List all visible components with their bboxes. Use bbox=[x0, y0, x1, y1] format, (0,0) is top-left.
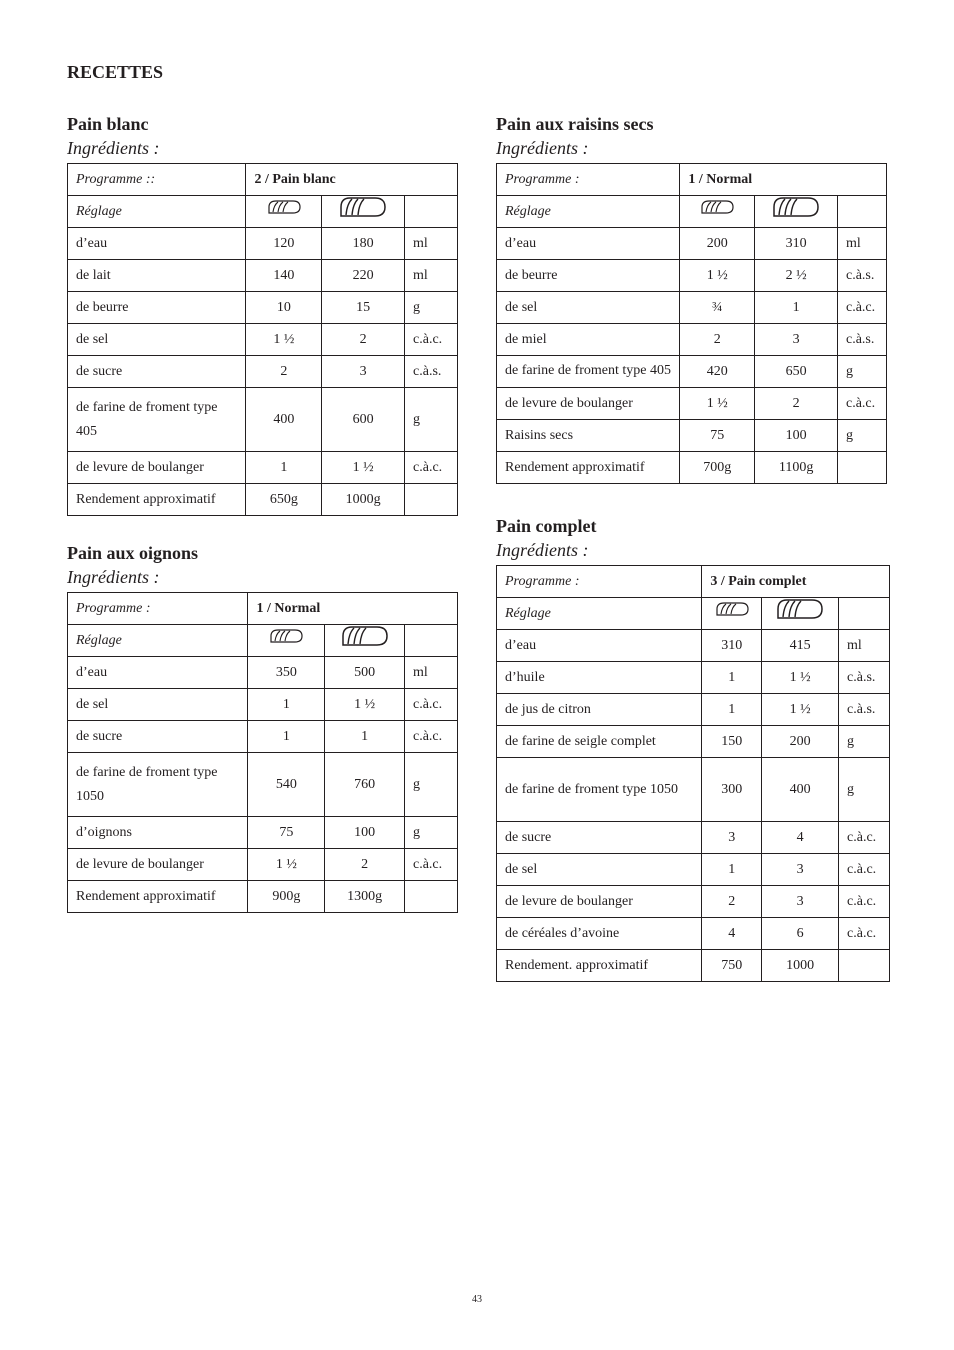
small-quantity: 400 bbox=[246, 388, 322, 452]
yield-row bbox=[68, 484, 458, 516]
large-quantity: 600 bbox=[322, 388, 405, 452]
ingredient-name: de lait bbox=[68, 260, 246, 292]
programme-value: 3 / Pain complet bbox=[702, 566, 890, 598]
small-quantity: 1 bbox=[702, 662, 762, 694]
unit: g bbox=[405, 292, 458, 324]
small-quantity: 200 bbox=[680, 228, 755, 260]
large-quantity: 15 bbox=[322, 292, 405, 324]
large-quantity: 415 bbox=[762, 630, 839, 662]
recipe-pain-blanc bbox=[67, 112, 458, 516]
yield-row bbox=[68, 881, 458, 913]
programme-row bbox=[68, 593, 458, 625]
unit: c.à.c. bbox=[839, 918, 890, 950]
unit: g bbox=[837, 420, 886, 452]
ingredient-name: de farine de seigle complet bbox=[497, 726, 702, 758]
small-quantity: 350 bbox=[248, 657, 325, 689]
unit: c.à.c. bbox=[839, 886, 890, 918]
unit: g bbox=[405, 817, 458, 849]
recipe-table bbox=[496, 565, 890, 982]
reglage-row bbox=[68, 196, 458, 228]
unit: g bbox=[405, 753, 458, 817]
ingredient-row bbox=[497, 388, 887, 420]
ingredient-name: de levure de boulanger bbox=[497, 886, 702, 918]
empty-cell bbox=[837, 196, 886, 228]
unit: c.à.s. bbox=[405, 356, 458, 388]
unit: g bbox=[837, 356, 886, 388]
programme-value: 1 / Normal bbox=[680, 164, 887, 196]
ingredient-name: d’eau bbox=[497, 228, 680, 260]
recipe-pain-aux-oignons bbox=[67, 541, 458, 913]
ingredient-name: de sucre bbox=[68, 721, 248, 753]
reglage-label: Réglage bbox=[497, 598, 702, 630]
small-quantity: 3 bbox=[702, 822, 762, 854]
large-quantity: 200 bbox=[762, 726, 839, 758]
ingredient-row bbox=[68, 324, 458, 356]
page-title: RECETTES bbox=[67, 62, 164, 82]
page-number: 43 bbox=[472, 1294, 482, 1305]
recipe-title: Pain complet bbox=[496, 516, 597, 536]
ingredient-name: de céréales d’avoine bbox=[497, 918, 702, 950]
unit: ml bbox=[405, 657, 458, 689]
ingredient-row bbox=[497, 726, 890, 758]
large-yield: 1100g bbox=[755, 452, 838, 484]
reglage-row bbox=[68, 625, 458, 657]
ingredient-name: de farine de froment type 405 bbox=[68, 388, 246, 452]
large-quantity: 1 ½ bbox=[762, 694, 839, 726]
recipe-title: Pain blanc bbox=[67, 114, 149, 134]
large-loaf-icon bbox=[340, 625, 390, 647]
small-loaf-icon bbox=[266, 199, 302, 215]
large-quantity: 6 bbox=[762, 918, 839, 950]
empty-cell bbox=[405, 196, 458, 228]
reglage-row bbox=[497, 598, 890, 630]
unit: c.à.c. bbox=[405, 721, 458, 753]
large-yield: 1000g bbox=[322, 484, 405, 516]
unit: c.à.s. bbox=[837, 260, 886, 292]
ingredient-name: de beurre bbox=[497, 260, 680, 292]
ingredient-row bbox=[68, 260, 458, 292]
yield-label: Rendement approximatif bbox=[68, 484, 246, 516]
recipe-table bbox=[496, 163, 887, 484]
unit: g bbox=[839, 726, 890, 758]
ingredient-name: d’eau bbox=[68, 657, 248, 689]
reglage-row bbox=[497, 196, 887, 228]
unit: c.à.c. bbox=[405, 324, 458, 356]
yield-label: Rendement. approximatif bbox=[497, 950, 702, 982]
ingredient-name: de sel bbox=[68, 324, 246, 356]
ingredient-name: de levure de boulanger bbox=[497, 388, 680, 420]
small-quantity: 1 bbox=[248, 689, 325, 721]
ingredient-name: de miel bbox=[497, 324, 680, 356]
large-quantity: 2 bbox=[325, 849, 405, 881]
unit: c.à.c. bbox=[837, 292, 886, 324]
large-quantity: 1 bbox=[325, 721, 405, 753]
ingredient-row bbox=[497, 662, 890, 694]
unit: c.à.c. bbox=[405, 452, 458, 484]
ingredient-name: de farine de froment type 1050 bbox=[68, 753, 248, 817]
large-loaf-cell bbox=[762, 598, 839, 630]
large-quantity: 760 bbox=[325, 753, 405, 817]
ingredient-name: de sel bbox=[497, 854, 702, 886]
empty-cell bbox=[405, 625, 458, 657]
small-quantity: 310 bbox=[702, 630, 762, 662]
small-quantity: 1 ½ bbox=[248, 849, 325, 881]
programme-label: Programme : bbox=[497, 566, 702, 598]
ingredient-name: de farine de froment type 405 bbox=[497, 356, 680, 388]
small-quantity: ¾ bbox=[680, 292, 755, 324]
programme-row bbox=[497, 164, 887, 196]
recipe-table bbox=[67, 592, 458, 913]
recipe-title: Pain aux oignons bbox=[67, 543, 199, 563]
ingredient-row bbox=[497, 918, 890, 950]
ingredient-row bbox=[68, 388, 458, 452]
unit: c.à.c. bbox=[405, 849, 458, 881]
small-quantity: 120 bbox=[246, 228, 322, 260]
recipe-table bbox=[67, 163, 458, 516]
large-loaf-cell bbox=[325, 625, 405, 657]
unit: c.à.c. bbox=[405, 689, 458, 721]
small-quantity: 540 bbox=[248, 753, 325, 817]
ingredient-name: de sel bbox=[497, 292, 680, 324]
small-loaf-icon bbox=[714, 601, 750, 617]
unit: c.à.s. bbox=[837, 324, 886, 356]
small-quantity: 1 ½ bbox=[246, 324, 322, 356]
ingredient-row bbox=[497, 694, 890, 726]
small-loaf-cell bbox=[248, 625, 325, 657]
large-quantity: 1 ½ bbox=[762, 662, 839, 694]
small-loaf-cell bbox=[246, 196, 322, 228]
large-yield: 1300g bbox=[325, 881, 405, 913]
recipe-pain-complet bbox=[496, 514, 890, 982]
ingredient-row bbox=[497, 292, 887, 324]
ingredient-name: d’eau bbox=[497, 630, 702, 662]
unit: c.à.c. bbox=[839, 822, 890, 854]
small-quantity: 2 bbox=[702, 886, 762, 918]
ingredient-row bbox=[68, 753, 458, 817]
unit: c.à.c. bbox=[837, 388, 886, 420]
small-loaf-cell bbox=[680, 196, 755, 228]
large-quantity: 2 bbox=[755, 388, 838, 420]
ingredient-row bbox=[68, 292, 458, 324]
large-loaf-icon bbox=[338, 196, 388, 218]
programme-label: Programme :: bbox=[68, 164, 246, 196]
small-quantity: 140 bbox=[246, 260, 322, 292]
unit: ml bbox=[405, 260, 458, 292]
large-quantity: 1 ½ bbox=[325, 689, 405, 721]
small-quantity: 1 bbox=[702, 694, 762, 726]
programme-value: 1 / Normal bbox=[248, 593, 458, 625]
large-yield: 1000 bbox=[762, 950, 839, 982]
ingredients-subtitle: Ingrédients : bbox=[496, 540, 589, 560]
ingredient-row bbox=[68, 849, 458, 881]
small-quantity: 1 ½ bbox=[680, 260, 755, 292]
small-yield: 900g bbox=[248, 881, 325, 913]
empty-cell bbox=[839, 950, 890, 982]
unit: ml bbox=[837, 228, 886, 260]
unit: g bbox=[839, 758, 890, 822]
unit: ml bbox=[839, 630, 890, 662]
ingredient-row bbox=[497, 228, 887, 260]
yield-label: Rendement approximatif bbox=[497, 452, 680, 484]
unit: g bbox=[405, 388, 458, 452]
large-loaf-cell bbox=[755, 196, 838, 228]
large-quantity: 100 bbox=[325, 817, 405, 849]
large-quantity: 1 bbox=[755, 292, 838, 324]
ingredient-name: de sel bbox=[68, 689, 248, 721]
recipe-table-body bbox=[497, 566, 890, 982]
ingredient-row bbox=[497, 260, 887, 292]
unit: c.à.c. bbox=[839, 854, 890, 886]
small-quantity: 300 bbox=[702, 758, 762, 822]
ingredient-name: Raisins secs bbox=[497, 420, 680, 452]
small-loaf-icon bbox=[268, 628, 304, 644]
small-quantity: 1 bbox=[246, 452, 322, 484]
large-quantity: 4 bbox=[762, 822, 839, 854]
small-quantity: 150 bbox=[702, 726, 762, 758]
ingredient-row bbox=[68, 228, 458, 260]
large-quantity: 400 bbox=[762, 758, 839, 822]
small-quantity: 2 bbox=[680, 324, 755, 356]
programme-value: 2 / Pain blanc bbox=[246, 164, 458, 196]
recipe-title: Pain aux raisins secs bbox=[496, 114, 654, 134]
empty-cell bbox=[405, 881, 458, 913]
ingredient-name: de sucre bbox=[68, 356, 246, 388]
ingredient-row bbox=[497, 822, 890, 854]
reglage-label: Réglage bbox=[68, 196, 246, 228]
ingredient-row bbox=[497, 356, 887, 388]
ingredient-name: d’huile bbox=[497, 662, 702, 694]
large-quantity: 3 bbox=[762, 854, 839, 886]
small-quantity: 4 bbox=[702, 918, 762, 950]
ingredient-row bbox=[497, 324, 887, 356]
large-loaf-icon bbox=[775, 598, 825, 620]
unit: ml bbox=[405, 228, 458, 260]
ingredient-name: de sucre bbox=[497, 822, 702, 854]
ingredient-row bbox=[68, 721, 458, 753]
large-quantity: 3 bbox=[755, 324, 838, 356]
ingredient-row bbox=[497, 886, 890, 918]
small-yield: 700g bbox=[680, 452, 755, 484]
ingredient-name: de levure de boulanger bbox=[68, 849, 248, 881]
large-loaf-icon bbox=[771, 196, 821, 218]
large-quantity: 100 bbox=[755, 420, 838, 452]
large-quantity: 3 bbox=[762, 886, 839, 918]
yield-label: Rendement approximatif bbox=[68, 881, 248, 913]
unit: c.à.s. bbox=[839, 694, 890, 726]
large-quantity: 1 ½ bbox=[322, 452, 405, 484]
small-quantity: 1 ½ bbox=[680, 388, 755, 420]
large-loaf-cell bbox=[322, 196, 405, 228]
ingredient-name: d’oignons bbox=[68, 817, 248, 849]
ingredient-row bbox=[497, 854, 890, 886]
small-quantity: 10 bbox=[246, 292, 322, 324]
small-yield: 650g bbox=[246, 484, 322, 516]
large-quantity: 180 bbox=[322, 228, 405, 260]
ingredient-row bbox=[497, 630, 890, 662]
small-quantity: 1 bbox=[248, 721, 325, 753]
empty-cell bbox=[839, 598, 890, 630]
small-quantity: 420 bbox=[680, 356, 755, 388]
large-quantity: 2 ½ bbox=[755, 260, 838, 292]
large-quantity: 310 bbox=[755, 228, 838, 260]
recipe-table-body bbox=[68, 593, 458, 913]
recipe-table-body bbox=[68, 164, 458, 516]
ingredient-name: de jus de citron bbox=[497, 694, 702, 726]
ingredient-row bbox=[68, 356, 458, 388]
recipe-pain-aux-raisins-secs bbox=[496, 112, 887, 484]
unit: c.à.s. bbox=[839, 662, 890, 694]
large-quantity: 220 bbox=[322, 260, 405, 292]
small-quantity: 75 bbox=[680, 420, 755, 452]
large-quantity: 650 bbox=[755, 356, 838, 388]
ingredient-name: de farine de froment type 1050 bbox=[497, 758, 702, 822]
reglage-label: Réglage bbox=[68, 625, 248, 657]
yield-row bbox=[497, 452, 887, 484]
ingredient-row bbox=[68, 452, 458, 484]
yield-row bbox=[497, 950, 890, 982]
programme-row bbox=[497, 566, 890, 598]
ingredient-name: d’eau bbox=[68, 228, 246, 260]
ingredients-subtitle: Ingrédients : bbox=[67, 567, 160, 587]
small-loaf-cell bbox=[702, 598, 762, 630]
programme-label: Programme : bbox=[497, 164, 680, 196]
large-quantity: 500 bbox=[325, 657, 405, 689]
small-quantity: 75 bbox=[248, 817, 325, 849]
programme-label: Programme : bbox=[68, 593, 248, 625]
recipe-table-body bbox=[497, 164, 887, 484]
ingredient-row bbox=[497, 758, 890, 822]
small-quantity: 1 bbox=[702, 854, 762, 886]
small-loaf-icon bbox=[699, 199, 735, 215]
empty-cell bbox=[837, 452, 886, 484]
ingredient-row bbox=[68, 817, 458, 849]
small-yield: 750 bbox=[702, 950, 762, 982]
large-quantity: 3 bbox=[322, 356, 405, 388]
large-quantity: 2 bbox=[322, 324, 405, 356]
ingredient-name: de beurre bbox=[68, 292, 246, 324]
ingredient-row bbox=[68, 689, 458, 721]
programme-row bbox=[68, 164, 458, 196]
small-quantity: 2 bbox=[246, 356, 322, 388]
empty-cell bbox=[405, 484, 458, 516]
ingredients-subtitle: Ingrédients : bbox=[496, 138, 589, 158]
ingredient-row bbox=[497, 420, 887, 452]
ingredients-subtitle: Ingrédients : bbox=[67, 138, 160, 158]
reglage-label: Réglage bbox=[497, 196, 680, 228]
ingredient-row bbox=[68, 657, 458, 689]
ingredient-name: de levure de boulanger bbox=[68, 452, 246, 484]
